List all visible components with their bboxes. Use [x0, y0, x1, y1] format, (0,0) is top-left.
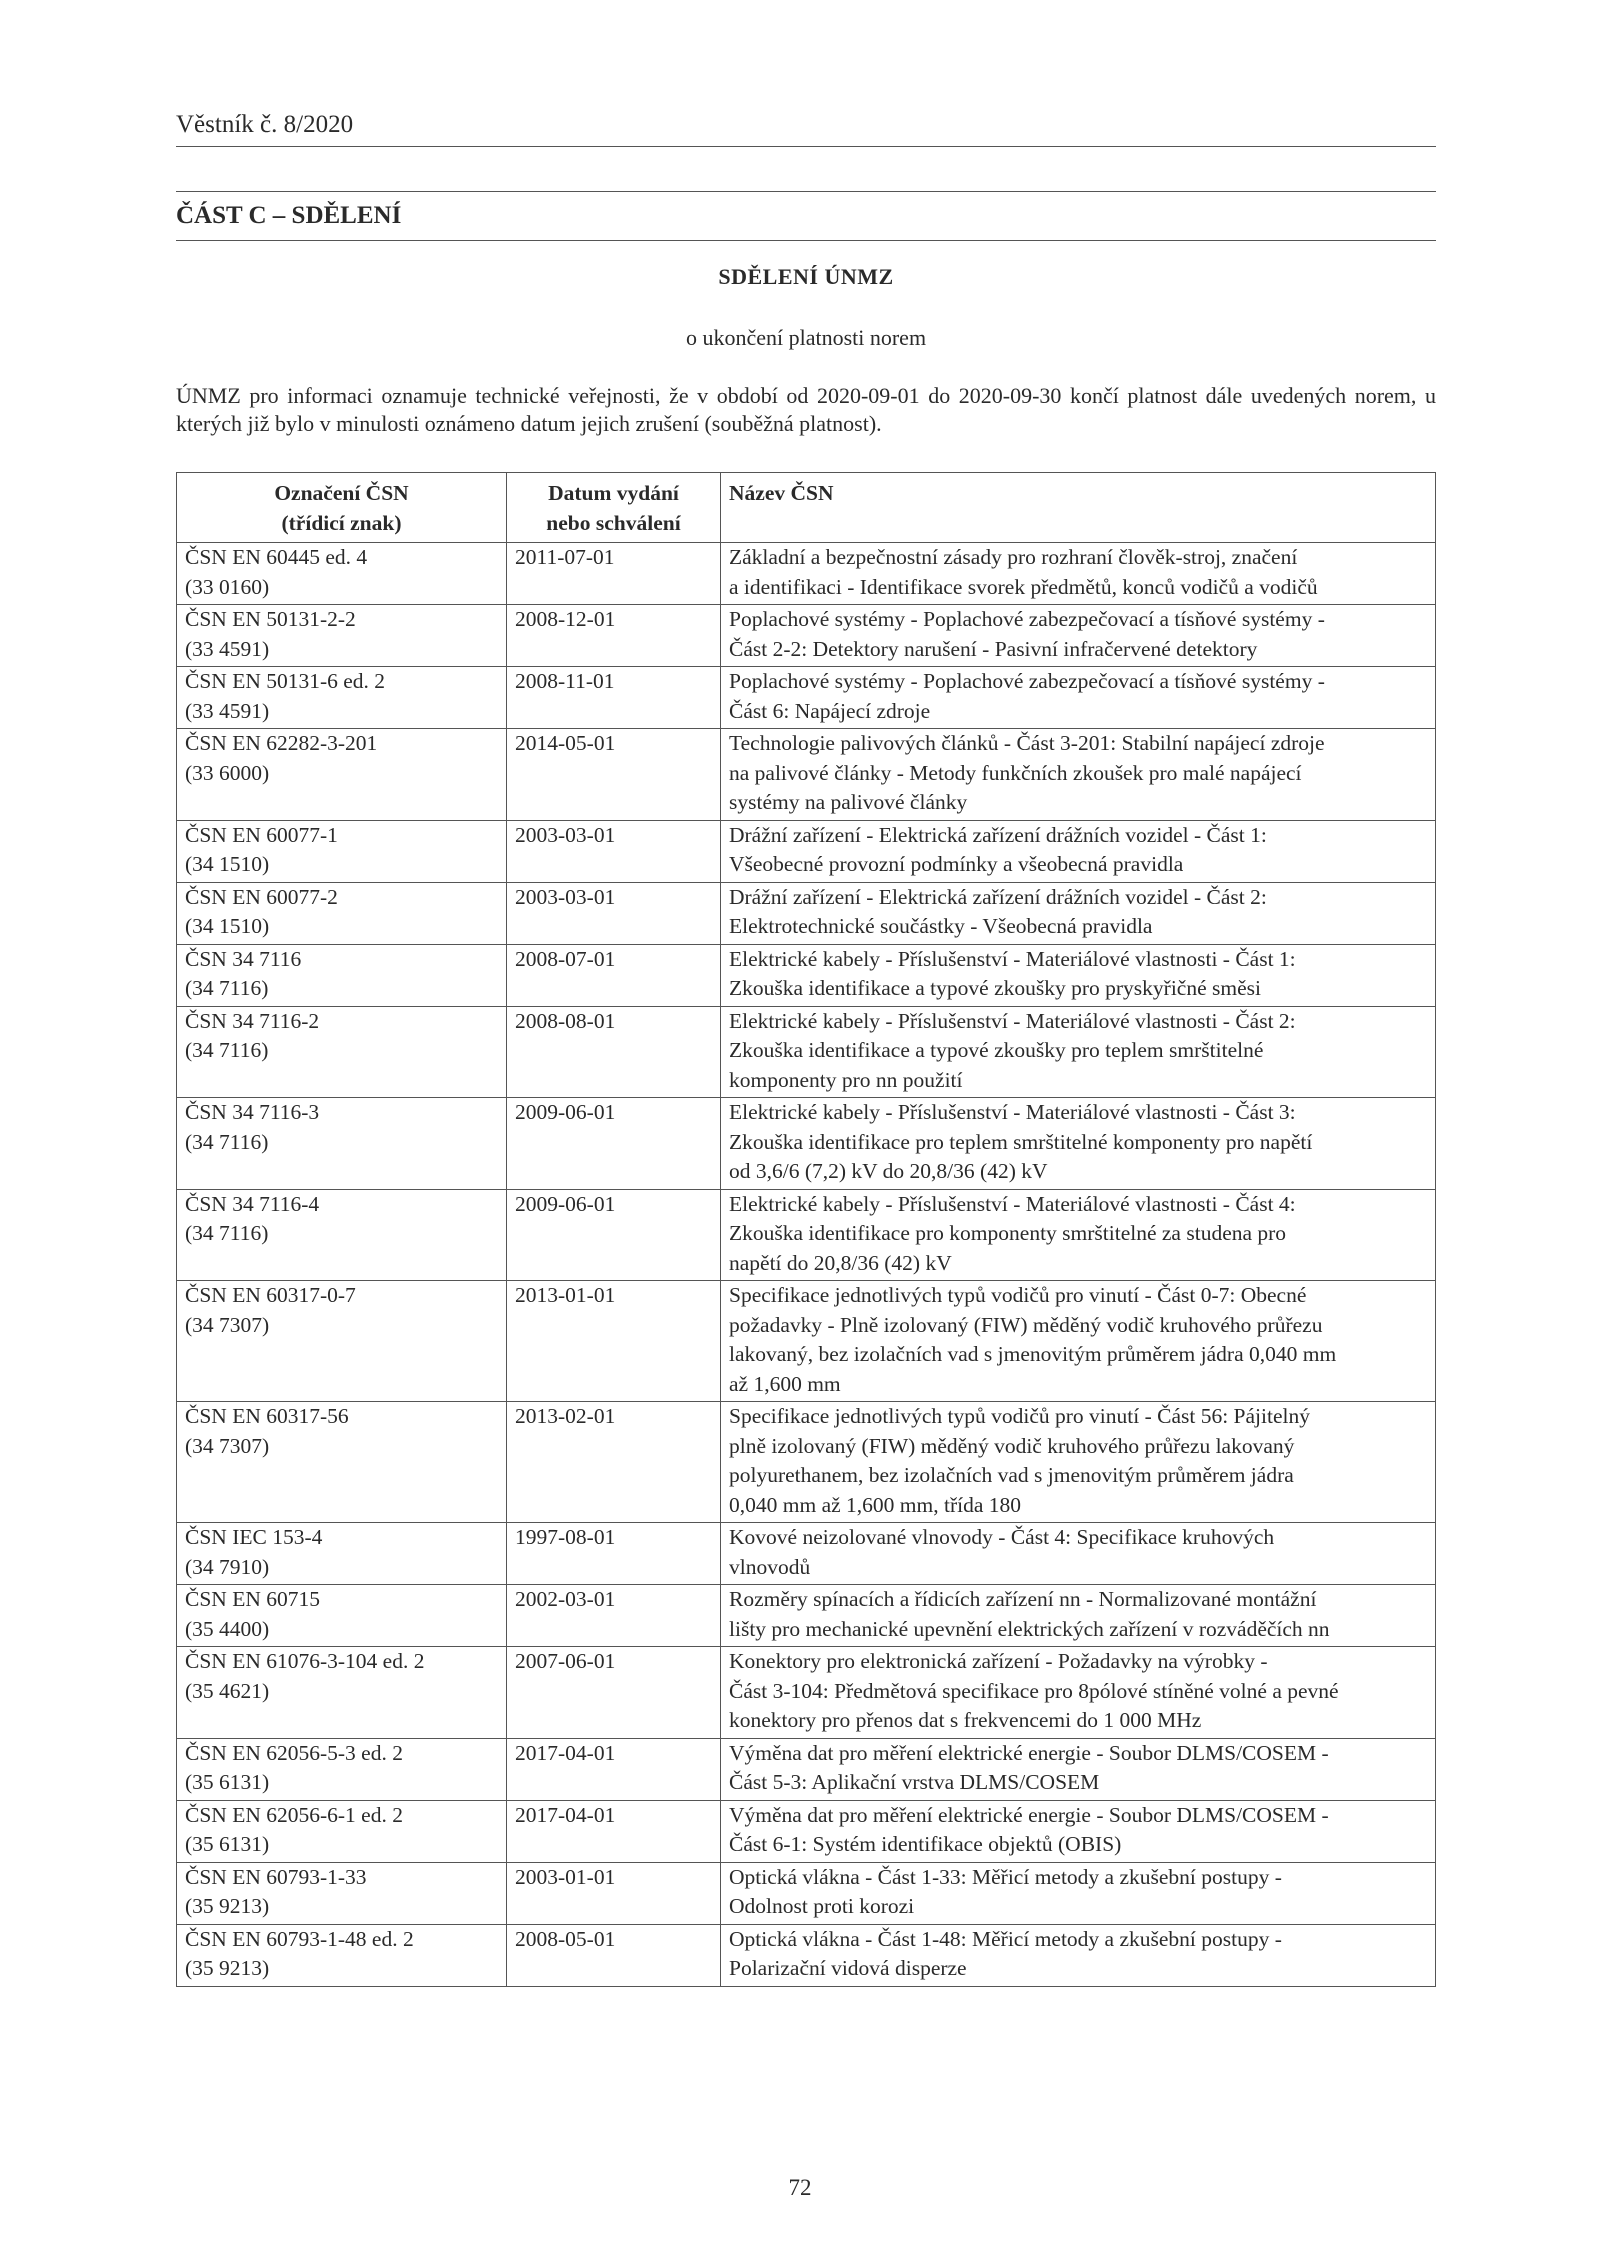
standard-code-cell: ČSN EN 62282-3-201 (33 6000) — [177, 729, 507, 821]
table-row — [177, 882, 1436, 944]
issue-date-cell: 2003-01-01 — [507, 1862, 721, 1924]
table-row — [177, 1738, 1436, 1800]
issue-date-cell: 2014-05-01 — [507, 729, 721, 821]
issue-date-cell: 2009-06-01 — [507, 1098, 721, 1190]
issue-date-cell: 2008-07-01 — [507, 944, 721, 1006]
table-row — [177, 729, 1436, 821]
issue-date-cell: 2017-04-01 — [507, 1800, 721, 1862]
header-date: Datum vydání nebo schválení — [507, 473, 721, 543]
issue-date-cell: 2008-05-01 — [507, 1924, 721, 1986]
notice-subtitle: o ukončení platnosti norem — [685, 325, 927, 350]
issue-date-cell: 2017-04-01 — [507, 1738, 721, 1800]
standard-name-cell: Rozměry spínacích a řídicích zařízení nn - Normalizované montážní lišty pro mechanické upevnění elektrických zařízení v rozváděčích nn — [721, 1585, 1436, 1647]
standard-code-cell: ČSN 34 7116 (34 7116) — [177, 944, 507, 1006]
standard-code-cell: ČSN EN 62056-5-3 ed. 2 (35 6131) — [177, 1738, 507, 1800]
standard-name-cell: Technologie palivových článků - Část 3-201: Stabilní napájecí zdroje na palivové články - Metody funkčních zkoušek pro malé napájecí systémy na palivové články — [721, 729, 1436, 821]
issue-date-cell: 2008-08-01 — [507, 1006, 721, 1098]
issue-date-cell: 2011-07-01 — [507, 543, 721, 605]
standard-name-cell: Optická vlákna - Část 1-48: Měřicí metody a zkušební postupy - Polarizační vidová disperze — [721, 1924, 1436, 1986]
header-code: Označení ČSN (třídicí znak) — [177, 473, 507, 543]
table-row — [177, 1585, 1436, 1647]
header-name: Název ČSN — [721, 473, 1436, 543]
standard-name-cell: Elektrické kabely - Příslušenství - Materiálové vlastnosti - Část 1: Zkouška identifikace a typové zkoušky pro pryskyřičné směsi — [721, 944, 1436, 1006]
table-row — [177, 667, 1436, 729]
standard-code-cell: ČSN EN 50131-6 ed. 2 (33 4591) — [177, 667, 507, 729]
standard-name-cell: Poplachové systémy - Poplachové zabezpečovací a tísňové systémy - Část 6: Napájecí zdroje — [721, 667, 1436, 729]
standard-code-cell: ČSN 34 7116-2 (34 7116) — [177, 1006, 507, 1098]
table-row — [177, 1098, 1436, 1190]
issue-date-cell: 2008-12-01 — [507, 605, 721, 667]
standard-code-cell: ČSN EN 60793-1-33 (35 9213) — [177, 1862, 507, 1924]
standard-code-cell: ČSN EN 50131-2-2 (33 4591) — [177, 605, 507, 667]
journal-issue: Věstník č. 8/2020 — [176, 111, 354, 138]
standard-code-cell: ČSN 34 7116-3 (34 7116) — [177, 1098, 507, 1190]
standard-code-cell: ČSN EN 62056-6-1 ed. 2 (35 6131) — [177, 1800, 507, 1862]
issue-date-cell: 2003-03-01 — [507, 820, 721, 882]
issue-date-cell: 2008-11-01 — [507, 667, 721, 729]
standard-name-cell: Elektrické kabely - Příslušenství - Materiálové vlastnosti - Část 2: Zkouška identifikace a typové zkoušky pro teplem smrštitelné komponenty pro nn použití — [721, 1006, 1436, 1098]
standard-name-cell: Základní a bezpečnostní zásady pro rozhraní člověk-stroj, značení a identifikaci - Identifikace svorek předmětů, konců vodičů a vodičů — [721, 543, 1436, 605]
table-row — [177, 1402, 1436, 1523]
table-row — [177, 944, 1436, 1006]
standard-code-cell: ČSN EN 60715 (35 4400) — [177, 1585, 507, 1647]
standard-name-cell: Poplachové systémy - Poplachové zabezpečovací a tísňové systémy - Část 2-2: Detektory narušení - Pasivní infračervené detektory — [721, 605, 1436, 667]
table-row — [177, 1006, 1436, 1098]
page-number: 72 — [788, 2175, 812, 2200]
standard-code-cell: ČSN EN 60077-2 (34 1510) — [177, 882, 507, 944]
table-row — [177, 1281, 1436, 1402]
issue-date-cell: 2013-01-01 — [507, 1281, 721, 1402]
standard-code-cell: ČSN EN 61076-3-104 ed. 2 (35 4621) — [177, 1647, 507, 1739]
standard-name-cell: Konektory pro elektronická zařízení - Požadavky na výrobky - Část 3-104: Předmětová specifikace pro 8pólové stíněné volné a pevné konektory pro přenos dat s frekvencemi do 1 000 MHz — [721, 1647, 1436, 1739]
standard-code-cell: ČSN IEC 153-4 (34 7910) — [177, 1523, 507, 1585]
table-row — [177, 1924, 1436, 1986]
standard-name-cell: Elektrické kabely - Příslušenství - Materiálové vlastnosti - Část 4: Zkouška identifikace pro komponenty smrštitelné za studena pro napětí do 20,8/36 (42) kV — [721, 1189, 1436, 1281]
standard-name-cell: Specifikace jednotlivých typů vodičů pro vinutí - Část 0-7: Obecné požadavky - Plně izolovaný (FIW) měděný vodič kruhového průřezu lakovaný, bez izolačních vad s jmenovitým průměrem jádra 0,040 mm až 1,600 mm — [721, 1281, 1436, 1402]
issue-date-cell: 1997-08-01 — [507, 1523, 721, 1585]
issue-date-cell: 2007-06-01 — [507, 1647, 721, 1739]
standard-name-cell: Drážní zařízení - Elektrická zařízení drážních vozidel - Část 1: Všeobecné provozní podmínky a všeobecná pravidla — [721, 820, 1436, 882]
standard-name-cell: Výměna dat pro měření elektrické energie - Soubor DLMS/COSEM - Část 6-1: Systém identifikace objektů (OBIS) — [721, 1800, 1436, 1862]
standard-code-cell: ČSN EN 60445 ed. 4 (33 0160) — [177, 543, 507, 605]
standard-code-cell: ČSN EN 60317-56 (34 7307) — [177, 1402, 507, 1523]
standard-name-cell: Drážní zařízení - Elektrická zařízení drážních vozidel - Část 2: Elektrotechnické součástky - Všeobecná pravidla — [721, 882, 1436, 944]
table-header-row — [177, 473, 1436, 543]
issue-date-cell: 2003-03-01 — [507, 882, 721, 944]
standards-table — [176, 472, 1436, 1987]
standard-name-cell: Elektrické kabely - Příslušenství - Materiálové vlastnosti - Část 3: Zkouška identifikace pro teplem smrštitelné komponenty pro napětí od 3,6/6 (7,2) kV do 20,8/36 (42) kV — [721, 1098, 1436, 1190]
standard-name-cell: Kovové neizolované vlnovody - Část 4: Specifikace kruhových vlnovodů — [721, 1523, 1436, 1585]
issue-date-cell: 2009-06-01 — [507, 1189, 721, 1281]
table-row — [177, 820, 1436, 882]
section-title: ČÁST C – SDĚLENÍ — [176, 191, 1436, 241]
notice-title: SDĚLENÍ ÚNMZ — [718, 264, 894, 289]
standard-name-cell: Specifikace jednotlivých typů vodičů pro vinutí - Část 56: Pájitelný plně izolovaný (FIW) měděný vodič kruhového průřezu lakovaný polyurethanem, bez izolačních vad s jmenovitým průměrem jádra 0,040 mm až 1,600 mm, třída 180 — [721, 1402, 1436, 1523]
table-row — [177, 1862, 1436, 1924]
running-header — [176, 110, 1436, 147]
standard-code-cell: ČSN EN 60077-1 (34 1510) — [177, 820, 507, 882]
table-row — [177, 1189, 1436, 1281]
table-row — [177, 1523, 1436, 1585]
table-body — [177, 543, 1436, 1987]
issue-date-cell: 2013-02-01 — [507, 1402, 721, 1523]
table-row — [177, 1800, 1436, 1862]
table-row — [177, 605, 1436, 667]
table-row — [177, 543, 1436, 605]
standard-name-cell: Výměna dat pro měření elektrické energie - Soubor DLMS/COSEM - Část 5-3: Aplikační vrstva DLMS/COSEM — [721, 1738, 1436, 1800]
intro-paragraph: ÚNMZ pro informaci oznamuje technické veřejnosti, že v období od 2020-09-01 do 2020-09-30 končí platnost dále uvedených norem, u kterých již bylo v minulosti oznámeno datum jejich zrušení (souběžná platnost). — [176, 383, 1436, 436]
standard-code-cell: ČSN 34 7116-4 (34 7116) — [177, 1189, 507, 1281]
table-row — [177, 1647, 1436, 1739]
standard-name-cell: Optická vlákna - Část 1-33: Měřicí metody a zkušební postupy - Odolnost proti korozi — [721, 1862, 1436, 1924]
standard-code-cell: ČSN EN 60793-1-48 ed. 2 (35 9213) — [177, 1924, 507, 1986]
standard-code-cell: ČSN EN 60317-0-7 (34 7307) — [177, 1281, 507, 1402]
issue-date-cell: 2002-03-01 — [507, 1585, 721, 1647]
